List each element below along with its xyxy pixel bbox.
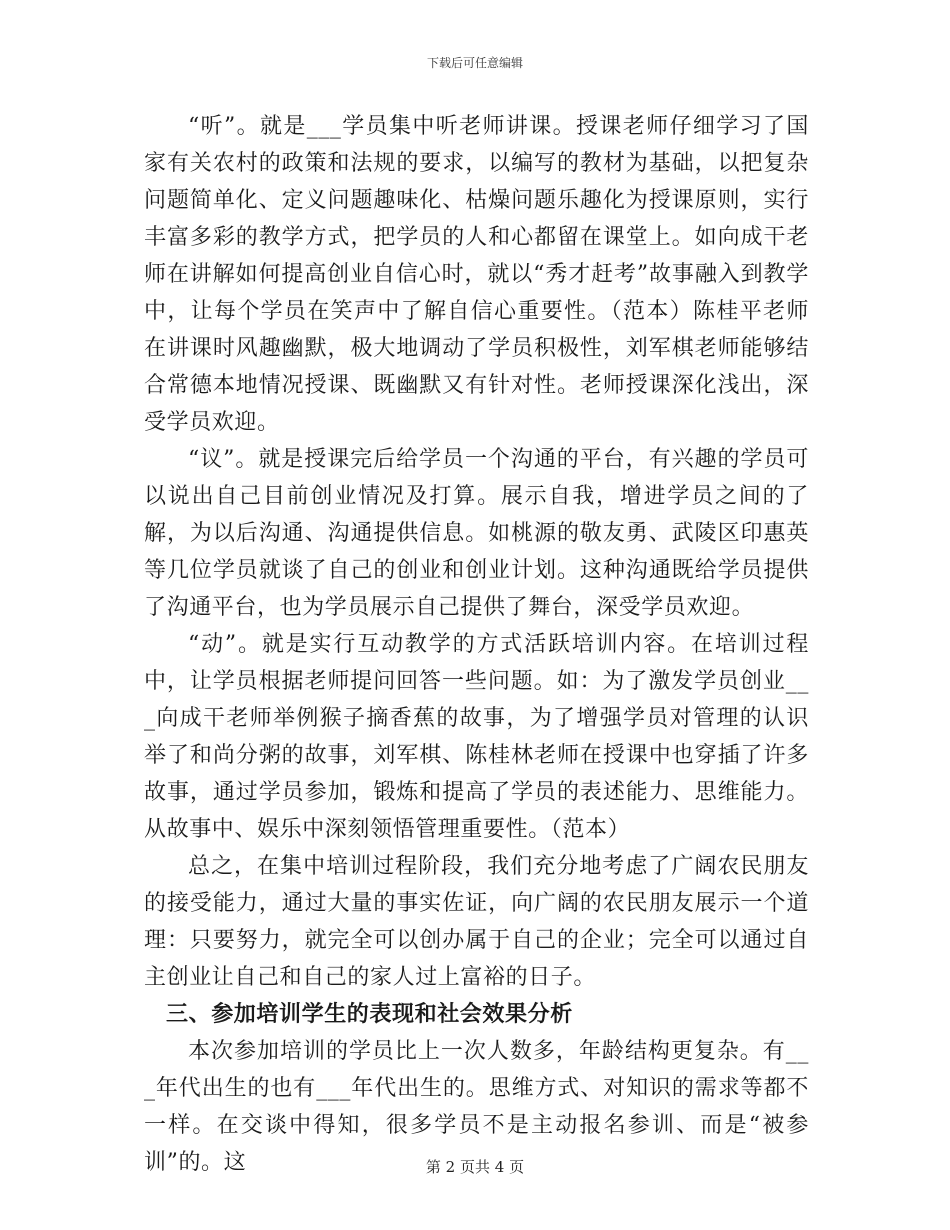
paragraph-listen: “听”。就是___学员集中听老师讲课。授课老师仔细学习了国家有关农村的政策和法规的要求，以编写的教材为基础，以把复杂问题简单化、定义问题趣味化、枯燥问题乐趣化为授课原则，实行丰富多彩的教学方式，把学员的人和心都留在课堂上。如向成干老师在讲解如何提高创业自信心时，就以“秀才赶考”故事融入到教学中，让每个学员在笑声中了解自信心重要性。（范本）陈桂平老师在讲课时风趣幽默，极大地调动了学员积极性，刘军棋老师能够结合常德本地情况授课、既幽默又有针对性。老师授课深化浅出，深受学员欢迎。 xyxy=(144,114,809,435)
page-header: 下载后可任意编辑 xyxy=(426,56,523,70)
paragraph-discuss: “议”。就是授课完后给学员一个沟通的平台，有兴趣的学员可以说出自己目前创业情况及打算。展示自我，增进学员之间的了解，为以后沟通、沟通提供信息。如桃源的敬友勇、武陵区印惠英等几位学员就谈了自己的创业和创业计划。这种沟通既给学员提供了沟通平台，也为学员展示自己提供了舞台，深受学员欢迎。 xyxy=(144,447,809,620)
document-body xyxy=(144,108,809,1181)
paragraph-analysis: 本次参加培训的学员比上一次人数多，年龄结构更复杂。有___年代出生的也有___年代出生的。思维方式、对知识的需求等都不一样。在交谈中得知，很多学员不是主动报名参训、而是“被参训”的。这 xyxy=(144,1039,809,1175)
page-number: 第 2 页共 4 页 xyxy=(425,1158,525,1176)
section-heading: 三、参加培训学生的表现和社会效果分析 xyxy=(166,1002,573,1027)
paragraph-interact: “动”。就是实行互动教学的方式活跃培训内容。在培训过程中，让学员根据老师提问回答一些问题。如：为了激发学员创业___向成干老师举例猴子摘香蕉的故事，为了增强学员对管理的认识举了和尚分粥的故事，刘军棋、陈桂林老师在授课中也穿插了许多故事，通过学员参加，锻炼和提高了学员的表述能力、思维能力。从故事中、娱乐中深刻领悟管理重要性。（范本） xyxy=(144,632,809,842)
paragraph-summary: 总之，在集中培训过程阶段，我们充分地考虑了广阔农民朋友的接受能力，通过大量的事实佐证，向广阔的农民朋友展示一个道理：只要努力，就完全可以创办属于自己的企业；完全可以通过自主创业让自己和自己的家人过上富裕的日子。 xyxy=(144,854,809,990)
